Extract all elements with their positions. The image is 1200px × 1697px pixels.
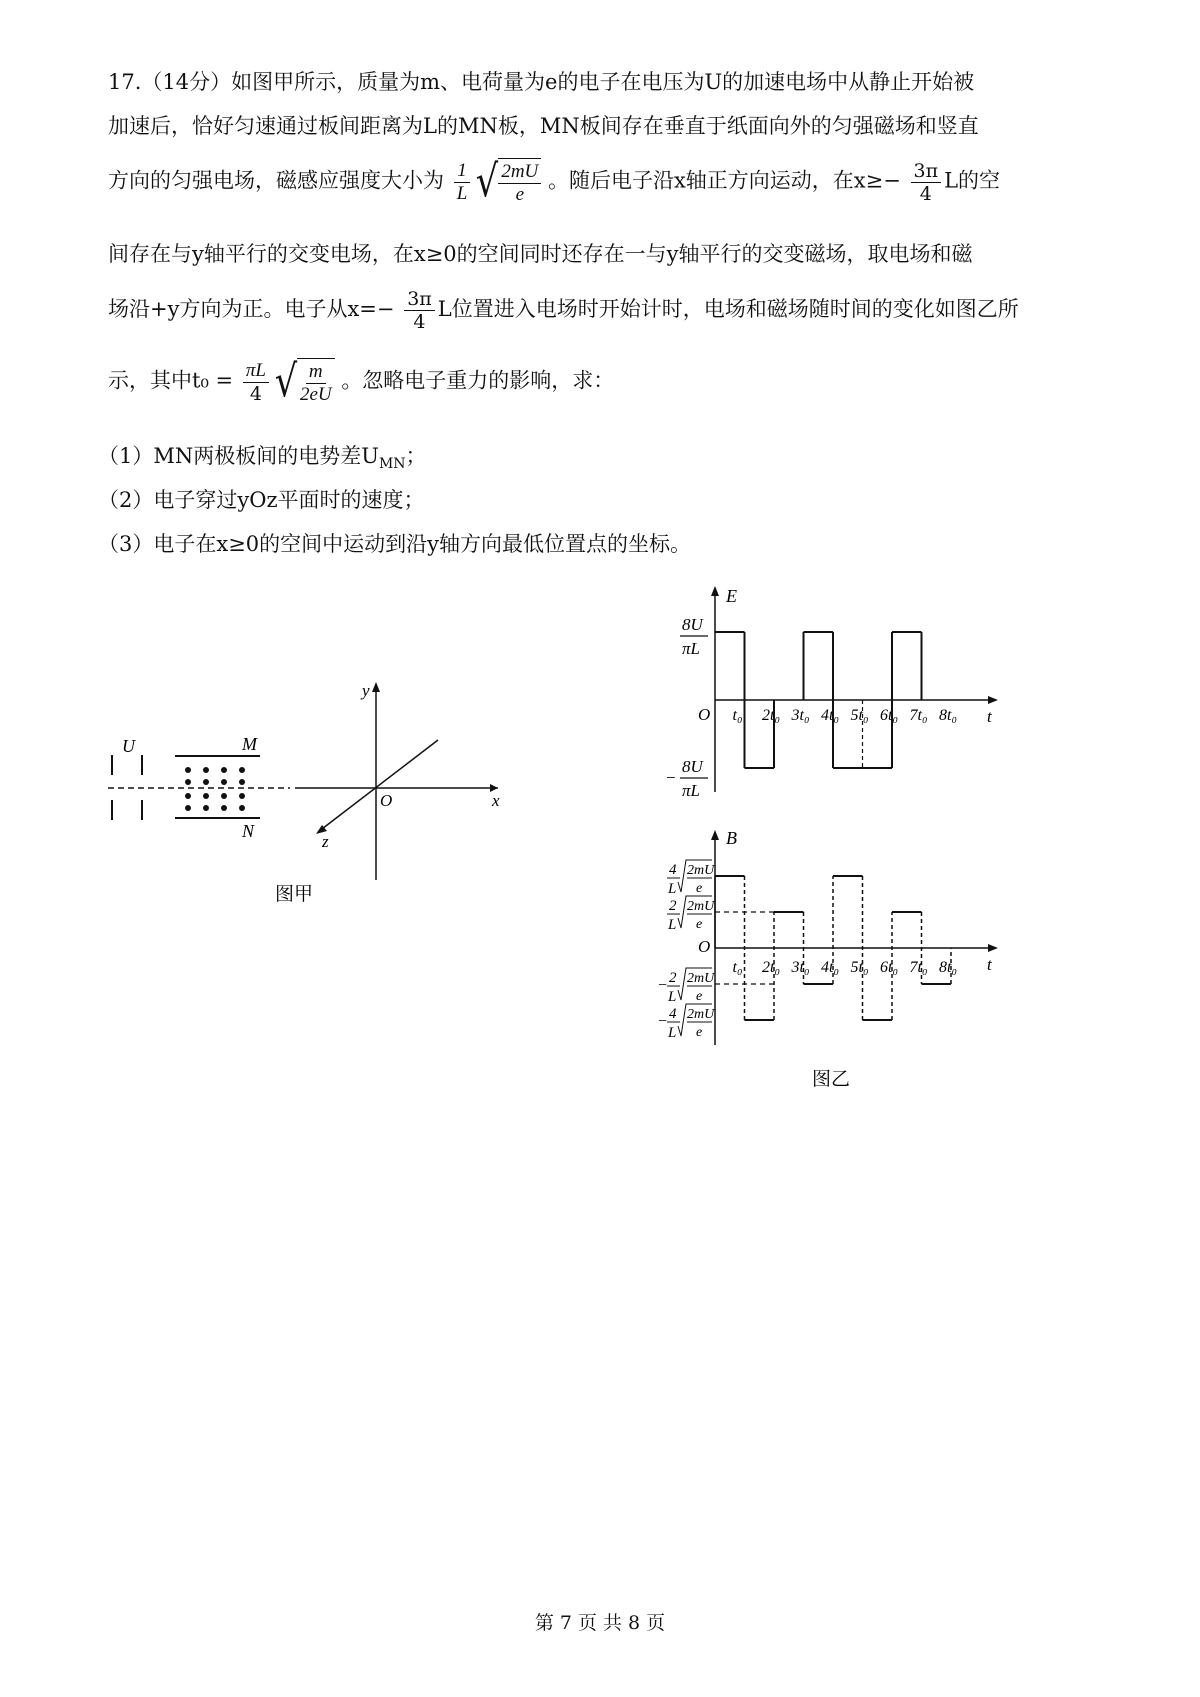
E-tick-label: 7t₀ [909, 707, 928, 724]
B-tick-label: 3t₀ [791, 959, 810, 976]
E-pos-den: πL [682, 639, 700, 658]
axis-y-label: y [362, 681, 370, 700]
B-tick-label: 8t₀ [939, 959, 958, 976]
B-tick-label: 5t₀ [850, 959, 869, 976]
E-tick-label: 4t₀ [821, 707, 840, 724]
problem-line-4: 间存在与y轴平行的交变电场，在x≥0的空间同时还存在一与y轴平行的交变磁场，取电场和磁 [108, 242, 973, 266]
axis-x-label: x [492, 791, 500, 810]
E-t-axis-arrow [988, 696, 998, 704]
frac-num: 2mU [498, 161, 541, 184]
B-tick-label: t₀ [732, 959, 743, 976]
question-text: （1）MN两极板间的电势差U [98, 444, 379, 468]
problem-text: 场沿+y方向为正。电子从x=− [108, 297, 395, 321]
problem-points: （14分） [141, 70, 232, 94]
E-axis-arrow [711, 586, 719, 596]
B-sqrt-num: 2mU [687, 863, 715, 878]
E-neg-den: πL [682, 781, 700, 800]
B-t-label: t [987, 955, 992, 974]
page-footer: 第 7 页 共 8 页 [534, 1612, 666, 1634]
sqrt-2mU-over-e: √ $\frac{2mU}{e}$ [473, 158, 541, 206]
B-tick-label: 7t₀ [909, 959, 928, 976]
label-M: M [242, 734, 257, 754]
E-tick-label: t₀ [732, 707, 743, 724]
E-axis-label: E [726, 586, 737, 606]
origin-label: O [380, 791, 393, 810]
B-coef-num: 2 [669, 898, 677, 914]
figure-b-caption: 图乙 [812, 1068, 851, 1090]
fraction-3pi-over-4 [404, 288, 435, 333]
question-1 [98, 440, 427, 472]
question-text: ； [405, 444, 427, 468]
frac-num: 3π [404, 288, 435, 311]
E-pos-num: 8U [682, 615, 703, 634]
frac-num: 3π [911, 160, 942, 183]
E-tick-label: 8t₀ [939, 707, 958, 724]
B-minus-sign: − [658, 1013, 668, 1030]
frac-num: 1 [454, 160, 470, 183]
B-sqrt-den: e [696, 1025, 703, 1040]
B-coef-den: L [668, 881, 677, 897]
frac-den: 4 [919, 182, 932, 205]
problem-line-6 [108, 358, 614, 406]
B-sqrt-den: e [696, 917, 703, 932]
problem-text: 如图甲所示，质量为m、电荷量为e的电子在电压为U的加速电场中从静止开始被 [231, 70, 975, 94]
frac-den: L [456, 182, 468, 204]
problem-text: 示，其中t₀ = [108, 368, 234, 393]
frac-den: 4 [249, 382, 262, 405]
fraction-piL-over-4 [243, 360, 269, 405]
problem-text: 。随后电子沿x轴正方向运动，在x≥− [547, 168, 901, 193]
frac-den: 4 [413, 311, 426, 333]
B-origin: O [698, 937, 711, 956]
B-t-axis-arrow [988, 944, 998, 952]
E-origin: O [698, 705, 711, 724]
problem-line-3 [108, 158, 1000, 206]
figure-b [660, 580, 1100, 1100]
B-coef-den: L [668, 917, 677, 933]
sqrt-m-over-2eU: √ $\frac{m}{2eU}$ [272, 358, 335, 406]
B-tick-label: 2t₀ [762, 959, 781, 976]
problem-text: L的空 [944, 168, 1001, 193]
B-axis-label: B [726, 828, 737, 848]
problem-number: 17. [108, 70, 142, 94]
B-sqrt-num: 2mU [687, 1007, 715, 1022]
question-2: （2）电子穿过yOz平面时的速度； [98, 488, 425, 512]
frac-num: πL [243, 360, 269, 383]
B-coef-den: L [668, 989, 677, 1005]
axis-z-label: z [322, 832, 329, 851]
frac-den: 2eU [299, 384, 332, 405]
E-tick-label: 3t₀ [791, 707, 810, 724]
B-sqrt-num: 2mU [687, 971, 715, 986]
E-tick-label: 5t₀ [850, 707, 869, 724]
B-sqrt-den: e [696, 881, 703, 896]
magnetic-field-dots [185, 767, 245, 811]
B-coef-num: 2 [669, 970, 677, 986]
E-neg-sign: − [666, 768, 676, 787]
label-U: U [122, 736, 135, 756]
B-ticks [733, 959, 958, 976]
E-tick-label: 6t₀ [880, 707, 899, 724]
y-axis-arrow [372, 682, 380, 692]
B-coef-num: 4 [669, 862, 677, 878]
fraction-3pi-over-4 [911, 160, 942, 205]
problem-text: L位置进入电场时开始计时，电场和磁场随时间的变化如图乙所 [437, 297, 1019, 321]
subscript: MN [378, 456, 406, 473]
fraction-1-over-L [454, 160, 471, 205]
problem-text: 。忽略电子重力的影响，求： [341, 368, 615, 393]
B-coef-num: 4 [669, 1006, 677, 1022]
problem-line-2: 加速后，恰好匀速通过板间距离为L的MN板，MN板间存在垂直于纸面向外的匀强磁场和竖直 [108, 114, 979, 138]
z-axis [318, 740, 438, 832]
B-axis-arrow [711, 830, 719, 840]
problem-line-1 [108, 66, 974, 96]
E-t-label: t [987, 707, 992, 726]
E-tick-label: 2t₀ [762, 707, 781, 724]
frac-num: m [306, 361, 326, 384]
E-ticks [733, 707, 958, 724]
B-sqrt-num: 2mU [687, 899, 715, 914]
label-N: N [242, 821, 255, 841]
B-sqrt-den: e [696, 989, 703, 1004]
question-3: （3）电子在x≥0的空间中运动到沿y轴方向最低位置点的坐标。 [98, 532, 692, 556]
frac-den: e [515, 184, 524, 205]
B-tick-label: 4t₀ [821, 959, 840, 976]
figure-a [100, 670, 520, 930]
problem-text: 方向的匀强电场，磁感应强度大小为 [108, 168, 444, 193]
E-neg-num: 8U [682, 757, 703, 776]
problem-line-5 [108, 288, 1019, 333]
B-tick-label: 6t₀ [880, 959, 899, 976]
B-minus-sign: − [658, 977, 668, 994]
figure-a-caption: 图甲 [275, 883, 314, 905]
B-coef-den: L [668, 1025, 677, 1041]
